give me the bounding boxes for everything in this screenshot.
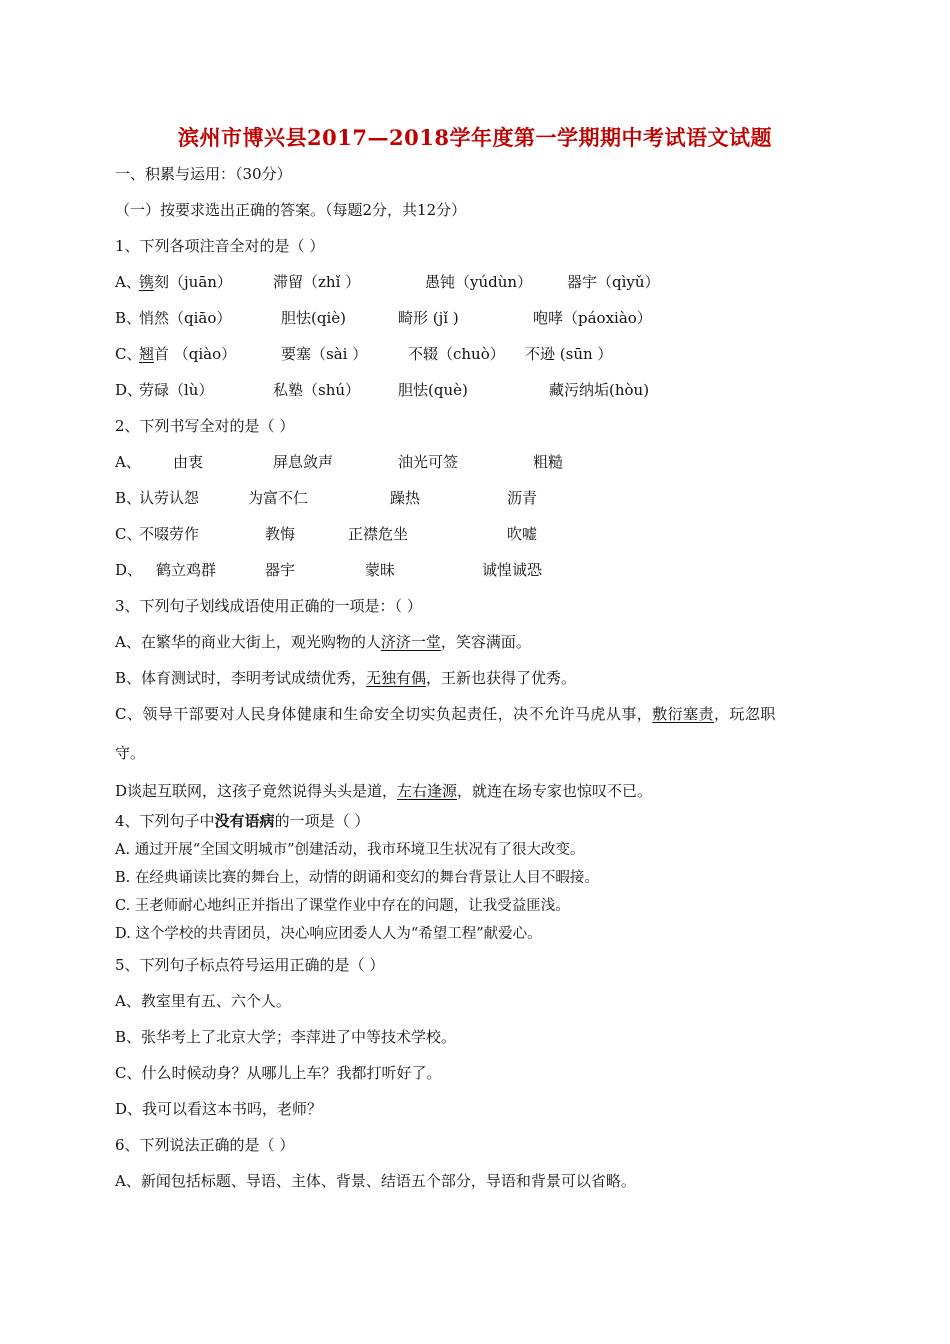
question-6-stem: 6、下列说法正确的是（ ） <box>115 1136 295 1154</box>
q2-option-b-label: B、 <box>115 489 142 507</box>
q1-option-b-label: B、 <box>115 309 142 327</box>
q3-option-c-continued: 守。 <box>115 744 146 762</box>
q1-option-c-label: C、 <box>115 345 142 363</box>
q1-option-b-item-4: 咆哮（páoxiào） <box>533 309 652 327</box>
q2-option-d-item-3: 蒙昧 <box>365 561 396 579</box>
q2-option-c-label: C、 <box>115 525 142 543</box>
q1-option-c-item-4: 不逊 (sūn ） <box>525 345 613 363</box>
q1-option-c-item-2: 要塞（sài ） <box>281 345 368 363</box>
question-2-stem: 2、下列书写全对的是（ ） <box>115 417 295 435</box>
q5-option-a: A、教室里有五、六个人。 <box>115 992 291 1010</box>
question-3-stem: 3、下列句子划线成语使用正确的一项是：（ ） <box>115 597 422 615</box>
q2-option-a-item-3: 油光可签 <box>398 453 459 471</box>
q2-option-b-item-3: 躁热 <box>390 489 421 507</box>
q2-option-a-item-2: 屏息敛声 <box>273 453 334 471</box>
q2-option-c-item-1: 不啜劳作 <box>139 525 200 543</box>
q1-option-b-item-1: 悄然（qiāo） <box>139 309 232 327</box>
question-5-stem: 5、下列句子标点符号运用正确的是（ ） <box>115 956 385 974</box>
q6-option-a: A、新闻包括标题、导语、主体、背景、结语五个部分，导语和背景可以省略。 <box>115 1172 636 1190</box>
q5-option-b: B、张华考上了北京大学；李萍进了中等技术学校。 <box>115 1028 457 1046</box>
q1-option-c-item-3: 不辍（chuò） <box>408 345 505 363</box>
q3-option-a: A、在繁华的商业大街上，观光购物的人济济一堂，笑容满面。 <box>115 633 531 651</box>
q2-option-d-item-2: 器宇 <box>265 561 296 579</box>
q1-option-d-item-3: 胆怯(què) <box>398 381 468 399</box>
page-title: 滨州市博兴县2017—2018学年度第一学期期中考试语文试题 <box>178 125 772 150</box>
q1-option-a-item-4: 器宇（qìyǔ） <box>567 273 660 291</box>
section-heading: 一、积累与运用：（30分） <box>115 165 292 183</box>
q2-option-d-label: D、 <box>115 561 143 579</box>
q1-option-c-item-1: 翘首 （qiào） <box>139 345 237 363</box>
q4-option-d: D. 这个学校的共青团员，决心响应团委人人为“希望工程”献爱心。 <box>115 926 542 942</box>
q1-option-b-item-2: 胆怯(qiè) <box>281 309 346 327</box>
q1-option-b-item-3: 畸形 (jǐ ) <box>398 309 459 327</box>
q4-option-b: B. 在经典诵读比赛的舞台上，动情的朗诵和变幻的舞台背景让人目不暇接。 <box>115 870 599 886</box>
q2-option-b-item-1: 认劳认怨 <box>139 489 200 507</box>
question-4-stem: 4、下列句子中没有语病的一项是（ ） <box>115 812 370 830</box>
q2-option-d-item-4: 诚惶诚恐 <box>482 561 543 579</box>
q3-option-b: B、体育测试时，李明考试成绩优秀，无独有偶，王新也获得了优秀。 <box>115 669 577 687</box>
q1-option-a-item-2: 滞留（zhǐ ） <box>273 273 361 291</box>
q4-option-c: C. 王老师耐心地纠正并指出了课堂作业中存在的问题，让我受益匪浅。 <box>115 898 570 914</box>
q2-option-d-item-1: 鹤立鸡群 <box>156 561 217 579</box>
q5-option-c: C、什么时候动身？从哪儿上车？我都打听好了。 <box>115 1064 442 1082</box>
q5-option-d: D、我可以看这本书吗，老师？ <box>115 1100 323 1118</box>
q2-option-a-label: A、 <box>115 453 141 471</box>
q2-option-b-item-4: 沥青 <box>507 489 538 507</box>
q2-option-c-item-2: 教悔 <box>265 525 296 543</box>
question-1-stem: 1、下列各项注音全对的是（ ） <box>115 237 325 255</box>
q1-option-a-item-1: 镌刻（juān） <box>139 273 232 291</box>
q2-option-b-item-2: 为富不仁 <box>248 489 309 507</box>
q4-option-a: A. 通过开展“全国文明城市”创建活动，我市环境卫生状况有了很大改变。 <box>115 842 585 858</box>
q3-option-c: C、领导干部要对人民身体健康和生命安全切实负起责任，决不允许马虎从事，敷衍塞责，玩忽职 <box>115 705 776 723</box>
q2-option-c-item-3: 正襟危坐 <box>348 525 409 543</box>
q2-option-a-item-1: 由衷 <box>173 453 204 471</box>
q1-option-d-label: D、 <box>115 381 143 399</box>
part-heading: （一）按要求选出正确的答案。（每题2分，共12分） <box>115 201 467 219</box>
q3-option-d: D谈起互联网，这孩子竟然说得头头是道，左右逢源，就连在场专家也惊叹不已。 <box>115 782 653 800</box>
q1-option-a-item-3: 愚钝（yúdùn） <box>425 273 533 291</box>
q2-option-c-item-4: 吹嘘 <box>507 525 538 543</box>
q1-option-d-item-1: 劳碌（lù） <box>139 381 214 399</box>
q1-option-d-item-2: 私塾（shú） <box>273 381 361 399</box>
q1-option-a-label: A、 <box>115 273 141 291</box>
q1-option-d-item-4: 藏污纳垢(hòu) <box>549 381 650 399</box>
q2-option-a-item-4: 粗糙 <box>533 453 564 471</box>
